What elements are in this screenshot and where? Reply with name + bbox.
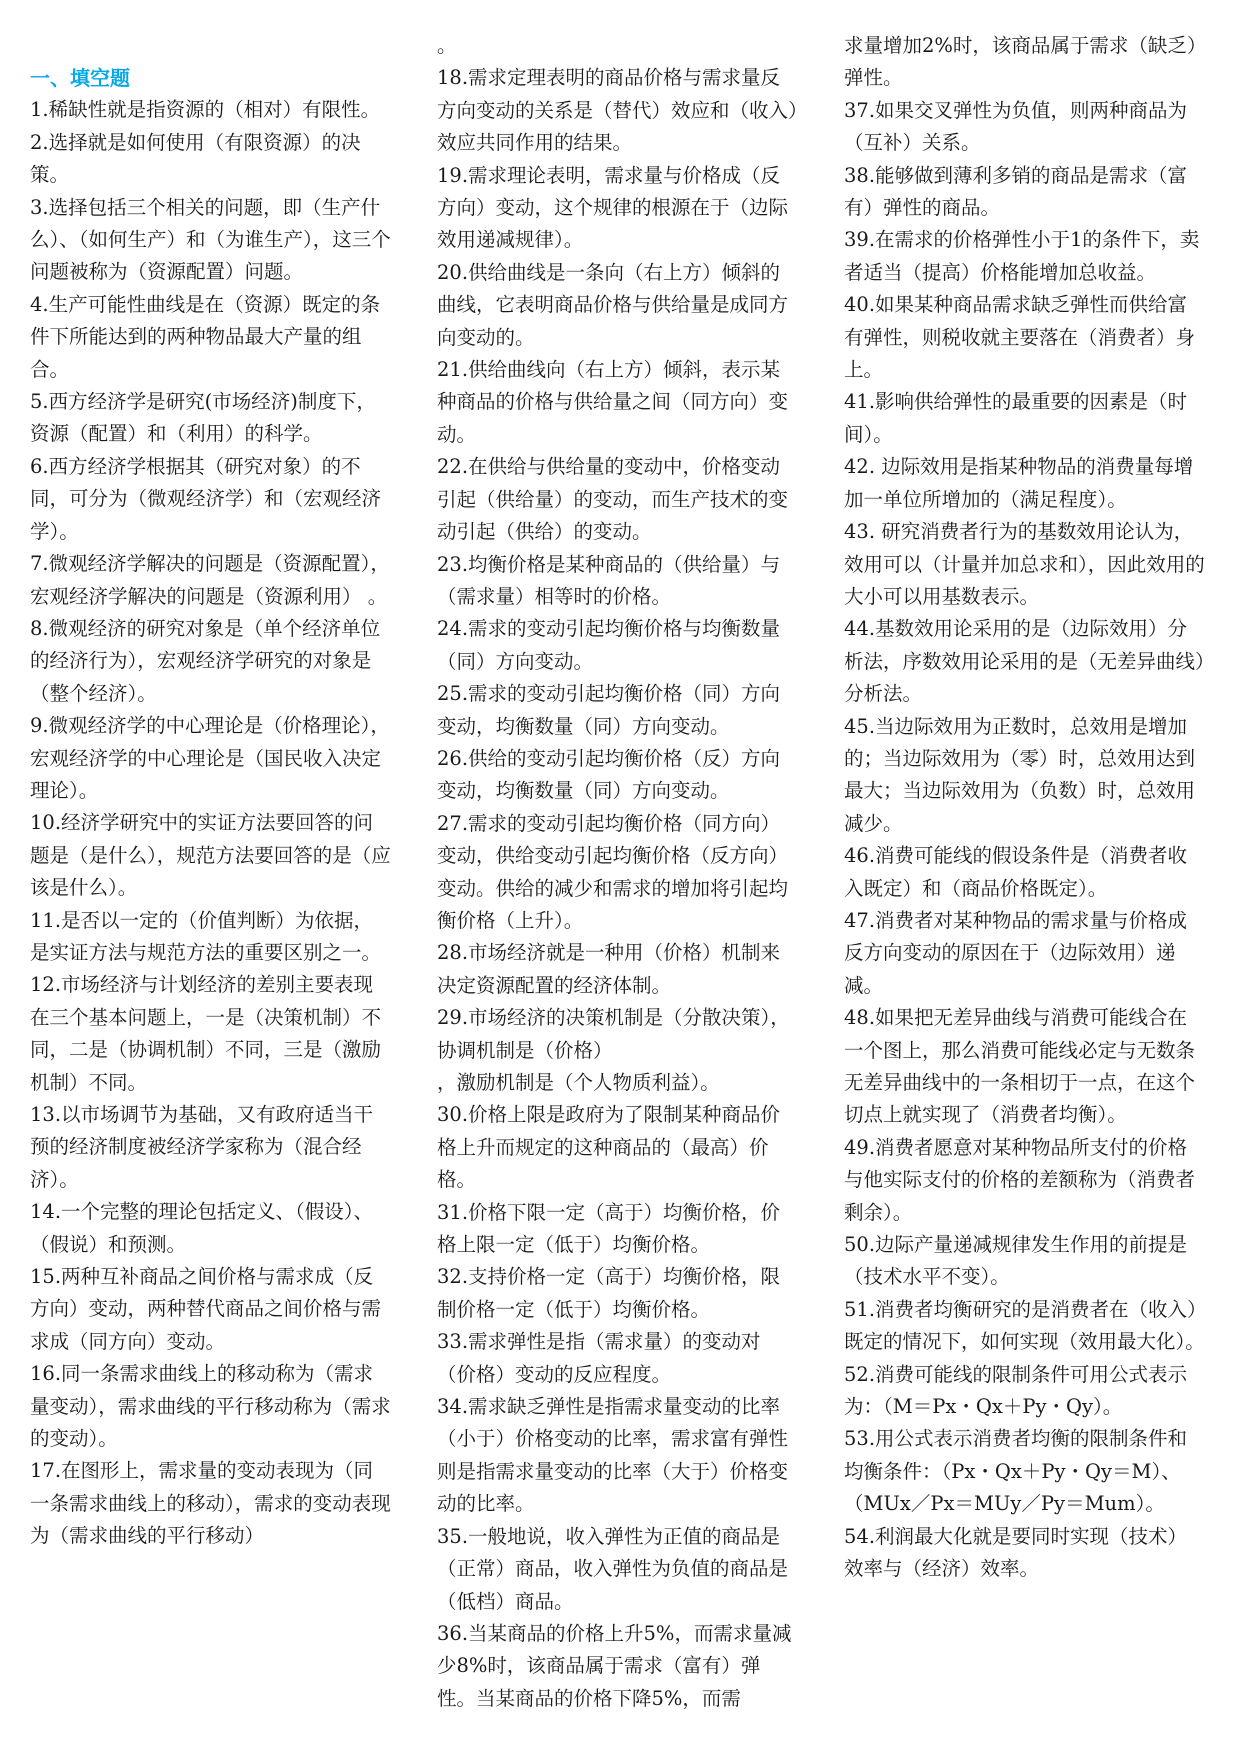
question-item: 17.在图形上，需求量的变动表现为（同一条需求曲线上的移动），需求的变动表现为（需求曲线的平行移动） (30, 1459, 391, 1548)
question-item: 53.用公式表示消费者均衡的限制条件和均衡条件：（Px・Qx＋Py・Qy＝M）、（MUx／Px＝MUy／Py＝Mum）。 (844, 1427, 1188, 1516)
question-item: 50.边际产量递减规律发生作用的前提是（技术水平不变）。 (844, 1233, 1188, 1289)
question-item: 5.西方经济学是研究(市场经济)制度下，资源（配置）和（利用）的科学。 (30, 390, 376, 446)
question-item: 10.经济学研究中的实证方法要回答的问题是（是什么），规范方法要回答的是（应该是什么）。 (30, 811, 391, 900)
question-item: 38.能够做到薄利多销的商品是需求（富有）弹性的商品。 (844, 163, 1188, 220)
question-item: 27.需求的变动引起均衡价格（同方向）变动，供给变动引起均衡价格（反方向）变动。供给的减少和需求的增加将引起均衡价格（上升）。 (437, 811, 789, 932)
question-item: 35.一般地说，收入弹性为正值的商品是（正常）商品，收入弹性为负值的商品是（低档）商品。 (437, 1524, 789, 1613)
question-item: 47.消费者对某种物品的需求量与价格成反方向变动的原因在于（边际效用）递减。 (844, 908, 1188, 997)
question-item: 9.微观经济学的中心理论是（价格理论），宏观经济学的中心理论是（国民收入决定理论）。 (30, 714, 390, 802)
question-item: 43. 研究消费者行为的基数效用论认为，效用可以（计量并加总求和），因此效用的大小可以用基数表示。 (844, 520, 1205, 608)
question-item: 29.市场经济的决策机制是（分散决策），协调机制是（价格） (437, 1006, 790, 1062)
question-list-middle (437, 30, 799, 1715)
question-item: 46.消费可能线的假设条件是（消费者收入既定）和（商品价格既定）。 (844, 844, 1188, 900)
question-item: 11.是否以一定的（价值判断）为依据，是实证方法与规范方法的重要区别之一。 (30, 908, 382, 964)
question-item: 4.生产可能性曲线是在（资源）既定的条件下所能达到的两种物品最大产量的组合。 (30, 292, 381, 381)
question-item: 21.供给曲线向（右上方）倾斜，表示某种商品的价格与供给量之间（同方向）变动。 (437, 358, 789, 446)
question-item: 25.需求的变动引起均衡价格（同）方向变动，均衡数量（同）方向变动。 (437, 682, 781, 738)
question-item: 13.以市场调节为基础，又有政府适当干预的经济制度被经济学家称为（混合经济）。 (30, 1103, 374, 1191)
question-item: 37.如果交叉弹性为负值，则两种商品为（互补）关系。 (844, 98, 1188, 155)
question-item: 52.消费可能线的限制条件可用公式表示为：（M＝Px・Qx＋Py・Qy）。 (844, 1362, 1188, 1419)
question-item: 51.消费者均衡研究的是消费者在（收入）既定的情况下，如何实现（效用最大化）。 (844, 1297, 1205, 1354)
question-item: 32.支持价格一定（高于）均衡价格，限制价格一定（低于）均衡价格。 (437, 1265, 781, 1321)
question-item: 求量增加2%时，该商品属于需求（缺乏）弹性。 (844, 34, 1197, 90)
question-item: 33.需求弹性是指（需求量）的变动对（价格）变动的反应程度。 (437, 1330, 761, 1386)
question-item: ，激励机制是（个人物质利益）。 (437, 1071, 720, 1094)
question-item: 42. 边际效用是指某种物品的消费量每增加一单位所增加的（满足程度）。 (844, 455, 1194, 511)
column-left (30, 62, 392, 1553)
question-item: 45.当边际效用为正数时，总效用是增加的；当边际效用为（零）时，总效用达到最大；当边际效用为（负数）时，总效用减少。 (844, 714, 1196, 835)
column-middle (437, 30, 799, 1715)
question-item: 24.需求的变动引起均衡价格与均衡数量（同）方向变动。 (437, 617, 781, 673)
question-item: 49.消费者愿意对某种物品所支付的价格与他实际支付的价格的差额称为（消费者剩余）。 (844, 1135, 1196, 1224)
question-item: 54.利润最大化就是要同时实现（技术）效率与（经济）效率。 (844, 1524, 1188, 1581)
column-right (844, 30, 1206, 1586)
question-list-left (30, 94, 392, 1552)
question-item: 8.微观经济的研究对象是（单个经济单位的经济行为），宏观经济学研究的对象是（整个经济）。 (30, 616, 381, 705)
question-list-right (844, 30, 1206, 1586)
question-item: 40.如果某种商品需求缺乏弹性而供给富有弹性，则税收就主要落在（消费者）身上。 (844, 293, 1196, 382)
question-item: 。 (437, 34, 457, 57)
question-item: 39.在需求的价格弹性小于1的条件下，卖者适当（提高）价格能增加总收益。 (844, 228, 1200, 284)
question-item: 26.供给的变动引起均衡价格（反）方向变动，均衡数量（同）方向变动。 (437, 746, 781, 803)
question-item: 28.市场经济就是一种用（价格）机制来决定资源配置的经济体制。 (437, 941, 781, 997)
question-item: 1.稀缺性就是指资源的（相对）有限性。 (30, 98, 381, 122)
question-item: 7.微观经济学解决的问题是（资源配置），宏观经济学解决的问题是（资源利用） 。 (30, 552, 390, 608)
question-item: 16.同一条需求曲线上的移动称为（需求量变动），需求曲线的平行移动称为（需求的变动）。 (30, 1362, 391, 1451)
question-item: 6.西方经济学根据其（研究对象）的不同，可分为（微观经济学）和（宏观经济学）。 (30, 454, 382, 543)
question-item: 22.在供给与供给量的变动中，价格变动引起（供给量）的变动，而生产技术的变动引起（供给）的变动。 (437, 455, 789, 544)
section-heading: 一、填空题 (30, 66, 130, 90)
question-item: 18.需求定理表明的商品价格与需求量反方向变动的关系是（替代）效应和（收入）效应共同作用的结果。 (437, 66, 798, 155)
question-item: 14.一个完整的理论包括定义、（假设）、（假说）和预测。 (30, 1200, 374, 1256)
question-item: 12.市场经济与计划经济的差别主要表现在三个基本问题上，一是（决策机制）不同，二是（协调机制）不同，三是（激励机制）不同。 (30, 973, 382, 1094)
question-item: 31.价格下限一定（高于）均衡价格，价格上限一定（低于）均衡价格。 (437, 1200, 781, 1257)
question-item: 36.当某商品的价格上升5%，而需求量减少8%时，该商品属于需求（富有）弹性。当某商品的价格下降5%，而需 (437, 1621, 792, 1710)
question-item: 34.需求缺乏弹性是指需求量变动的比率（小于）价格变动的比率，需求富有弹性则是指需求量变动的比率（大于）价格变动的比率。 (437, 1395, 789, 1516)
question-item: 15.两种互补商品之间价格与需求成（反方向）变动，两种替代商品之间价格与需求成（同方向）变动。 (30, 1265, 382, 1353)
question-item: 41.影响供给弹性的最重要的因素是（时间）。 (844, 390, 1188, 446)
question-item: 2.选择就是如何使用（有限资源）的决策。 (30, 130, 361, 187)
question-item: 23.均衡价格是某种商品的（供给量）与（需求量）相等时的价格。 (437, 552, 781, 608)
question-item: 48.如果把无差异曲线与消费可能线合在一个图上，那么消费可能线必定与无数条无差异曲线中的一条相切于一点，在这个切点上就实现了（消费者均衡）。 (844, 1006, 1196, 1127)
question-item: 19.需求理论表明，需求量与价格成（反方向）变动，这个规律的根源在于（边际效用递减规律）。 (437, 163, 789, 252)
question-item: 30.价格上限是政府为了限制某种商品价格上升而规定的这种商品的（最高）价格。 (437, 1103, 781, 1192)
question-item: 44.基数效用论采用的是（边际效用）分析法，序数效用论采用的是（无差异曲线）分析法。 (844, 617, 1205, 706)
question-item: 3.选择包括三个相关的问题，即（生产什么）、（如何生产）和（为谁生产），这三个问题被称为（资源配置）问题。 (30, 195, 391, 284)
question-item: 20.供给曲线是一条向（右上方）倾斜的曲线，它表明商品价格与供给量是成同方向变动的。 (437, 260, 789, 349)
